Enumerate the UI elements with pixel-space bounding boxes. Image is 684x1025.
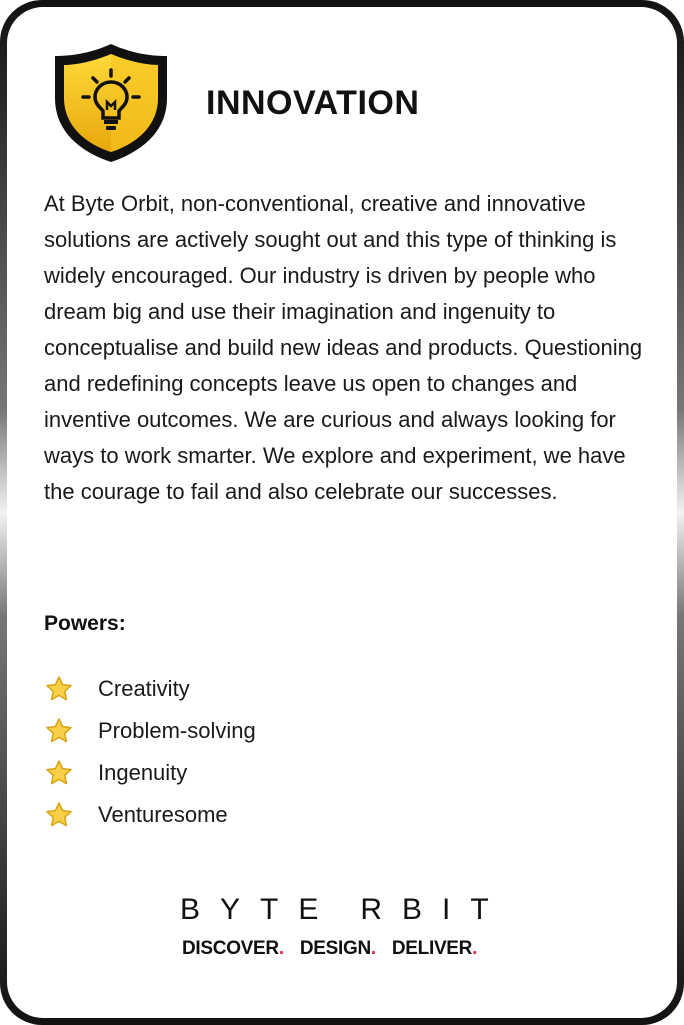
list-item <box>44 794 256 836</box>
powers-heading: Powers: <box>44 612 126 635</box>
star-icon <box>44 716 74 746</box>
tagline-discover: DISCOVER. <box>182 938 284 959</box>
power-label: Venturesome <box>98 802 228 827</box>
star-icon <box>44 674 74 704</box>
power-label: Creativity <box>98 676 190 701</box>
list-item <box>44 668 256 710</box>
tagline-deliver: DELIVER. <box>391 938 478 959</box>
list-item <box>44 710 256 752</box>
brand-left-text: BYTE <box>180 893 339 926</box>
brand-logo <box>180 892 509 928</box>
star-icon <box>44 758 74 788</box>
brand-tagline <box>182 938 512 960</box>
shield-lightbulb-icon <box>49 40 173 166</box>
list-item <box>44 752 256 794</box>
power-label: Ingenuity <box>98 760 188 785</box>
star-icon <box>44 800 74 830</box>
powers-list <box>44 668 256 836</box>
brand-right-text: RBIT <box>360 893 509 926</box>
power-label: Problem-solving <box>98 718 256 743</box>
tagline-design: DESIGN. <box>299 938 376 959</box>
description-paragraph: At Byte Orbit, non-conventional, creative and innovative solutions are actively sought out and this type of thinking is widely encouraged. Our industry is driven by people who dream big and use their imagination and ingenuity to conceptualise and build new ideas and products. Questioning and redefining concepts leave us open to changes and inventive outcomes. We are curious and always looking for ways to work smarter. We explore and experiment, we have the courage to fail and also celebrate our successes. <box>44 191 643 504</box>
page-title: INNOVATION <box>206 84 420 122</box>
